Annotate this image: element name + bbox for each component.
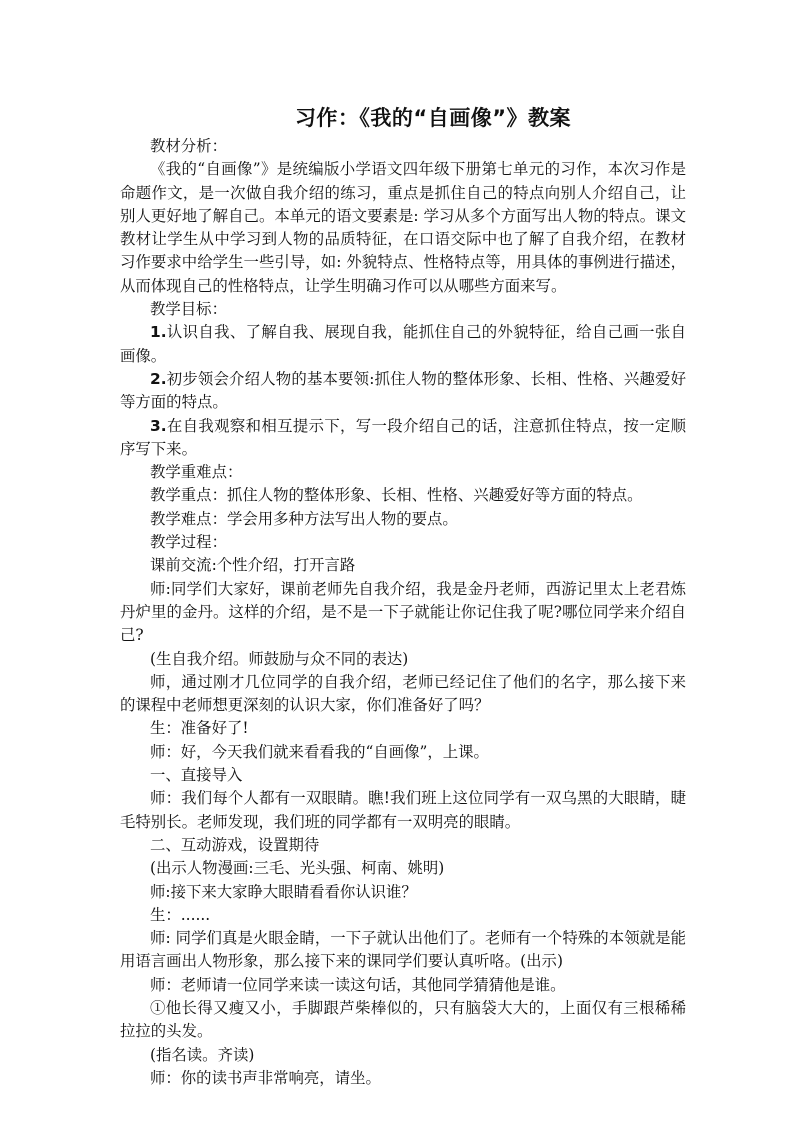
goal-number: 1.: [150, 323, 167, 342]
goal-item-1: [120, 321, 686, 368]
goal-text: 认识自我、了解自我、展现自我，能抓住自己的外貌特征，给自己画一张自画像。: [120, 323, 686, 365]
paragraph-difficult-point: 教学难点：学会用多种方法写出人物的要点。: [150, 509, 458, 528]
paragraph: 课前交流:个性介绍，打开言路: [150, 556, 356, 575]
goal-number: 3.: [150, 416, 167, 435]
paragraph-textbook-analysis: 《我的“自画像”》是统编版小学语文四年级下册第七单元的习作，本次习作是命题作文，是一次做自我介绍的练习，重点是抓住自己的特点向别人介绍自己，让别人更好地了解自己。本单元的语文要素是: 学习从多个方面写出人物的特点。课文教材让学生从中学习到人物的品质特征，在口语交际中也了解了自我介绍，在教材习作要求中给学生一些引导，如: 外貌特点、性格特点等，用具体的事例进行描述，从而体现自己的性格特点，让学生明确习作可以从哪些方面来写。: [120, 160, 686, 295]
goal-text: 在自我观察和相互提示下，写一段介绍自己的话，注意抓住特点，按一定顺序写下来。: [120, 416, 686, 458]
paragraph: ①他长得又瘦又小，手脚跟芦柴棒似的，只有脑袋大大的，上面仅有三根稀稀拉拉的头发。: [120, 998, 686, 1041]
heading-teaching-goals: 教学目标：: [150, 300, 227, 319]
heading-teaching-process: 教学过程：: [150, 533, 227, 552]
document-title: 习作：《我的“自画像”》教案: [294, 106, 572, 130]
paragraph: 师：我们每个人都有一双眼睛。瞧!我们班上这位同学有一双乌黑的大眼睛，睫毛特别长。老师发现，我们班的同学都有一双明亮的眼睛。: [120, 789, 686, 831]
goal-text: 初步领会介绍人物的基本要领:抓住人物的整体形象、长相、性格、兴趣爱好等方面的特点。: [120, 369, 686, 412]
paragraph: 师：老师请一位同学来读一读这句话，其他同学猜猜他是谁。: [150, 975, 566, 994]
heading-key-points: 教学重难点：: [150, 463, 243, 482]
paragraph: 师:接下来大家睁大眼睛看看你认识谁？: [150, 882, 417, 901]
paragraph-key-point: 教学重点：抓住人物的整体形象、长相、性格、兴趣爱好等方面的特点。: [150, 486, 643, 505]
goal-item-2: [120, 368, 686, 415]
heading-textbook-analysis: 教材分析：: [150, 137, 227, 155]
paragraph: 师：好，今天我们就来看看我的“自画像”，上课。: [150, 742, 489, 761]
paragraph: 生：准备好了!: [150, 719, 249, 738]
paragraph: (生自我介绍。师鼓励与众不同的表达): [150, 649, 409, 668]
paragraph: 生：......: [150, 905, 211, 924]
paragraph: 师：你的读书声非常响亮，请坐。: [150, 1068, 381, 1087]
document-body: [120, 135, 686, 1090]
section-heading-1: 一、直接导入: [150, 766, 243, 785]
section-heading-2: 二、互动游戏，设置期待: [150, 835, 320, 854]
paragraph: (指名读。齐读): [150, 1045, 255, 1064]
paragraph: 师:同学们大家好，课前老师先自我介绍，我是金丹老师，西游记里太上老君炼丹炉里的金丹。这样的介绍，是不是一下子就能让你记住我了呢?哪位同学来介绍自己?: [120, 579, 686, 645]
paragraph: (出示人物漫画:三毛、光头强、柯南、姚明): [150, 859, 445, 878]
paragraph: 师，通过刚才几位同学的自我介绍，老师已经记住了他们的名字，那么接下来的课程中老师想更深刻的认识大家，你们准备好了吗？: [120, 672, 686, 715]
goal-number: 2.: [150, 369, 167, 388]
goal-item-3: [120, 415, 686, 462]
paragraph: 师: 同学们真是火眼金睛，一下子就认出他们了。老师有一个特殊的本领就是能用语言画出人物形象，那么接下来的课同学们要认真听咯。(出示): [120, 929, 686, 971]
